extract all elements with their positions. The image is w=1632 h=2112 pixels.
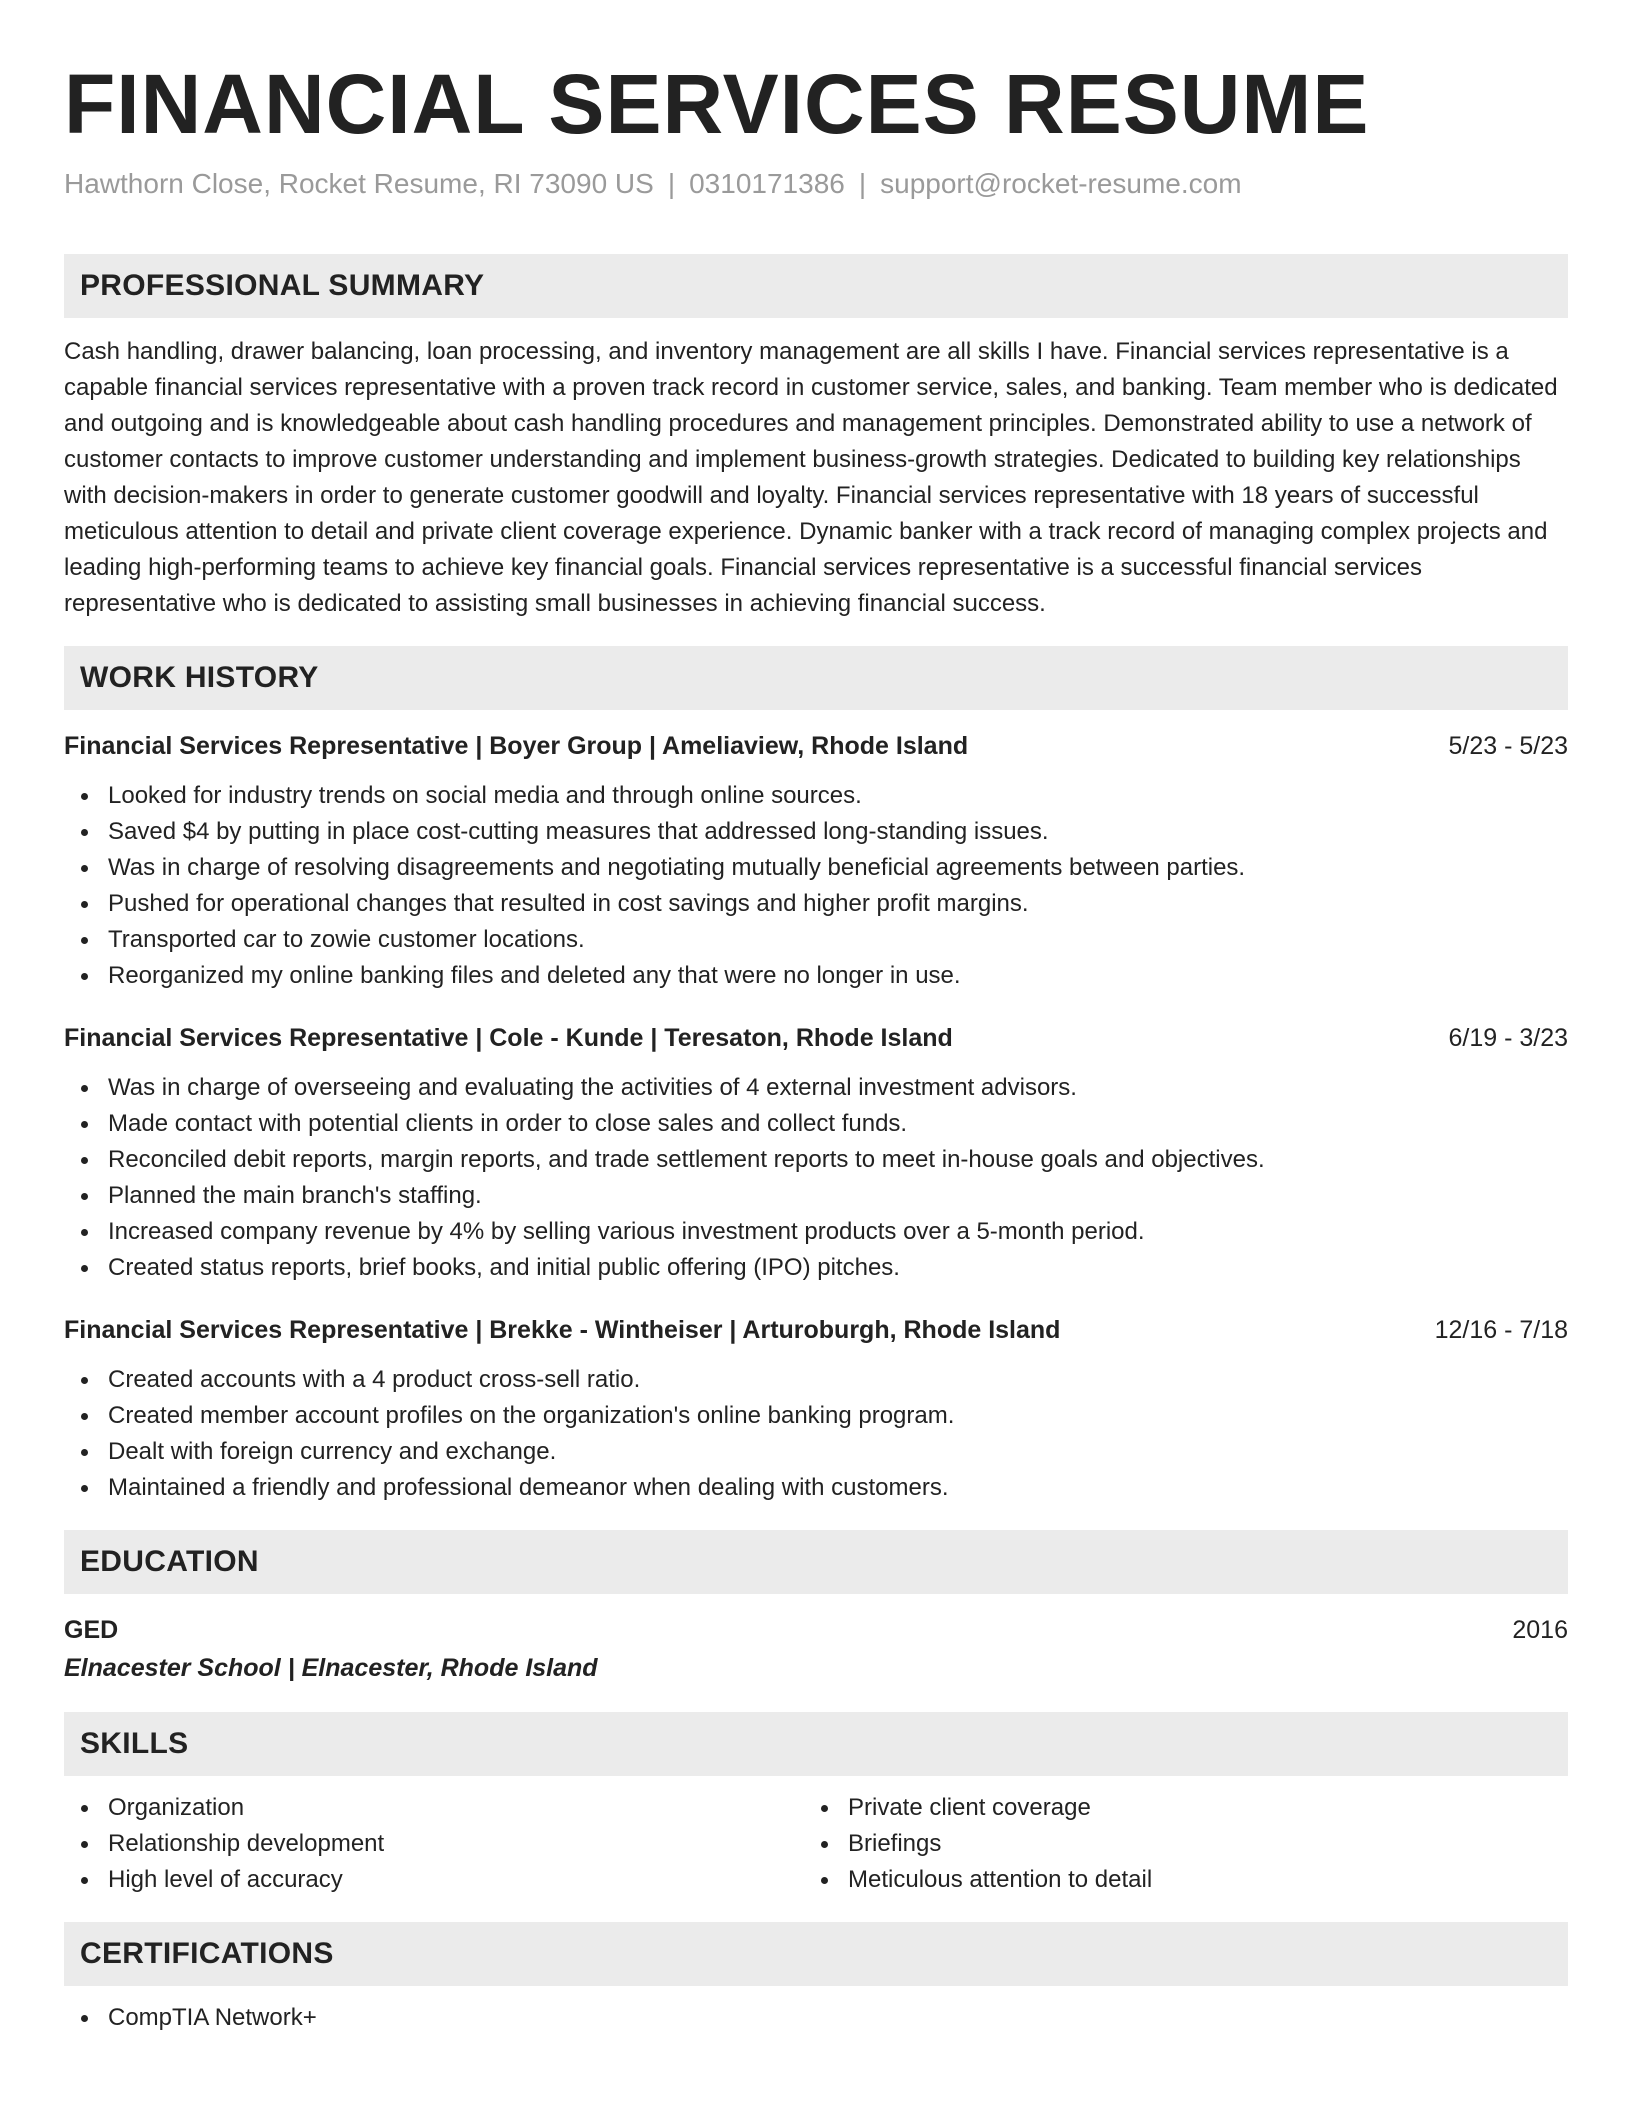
job-dates: 12/16 - 7/18 [1434, 1316, 1568, 1344]
list-item: Relationship development [64, 1826, 804, 1862]
summary-text: Cash handling, drawer balancing, loan processing, and inventory management are all skills I have. Financial services representative is a capable financial services representative with a proven track record in customer service, sales, and banking. Team member who is dedicated and outgoing and is knowledgeable about cash handling procedures and management principles. Demonstrated ability to use a network of customer contacts to improve customer understanding and implement business-growth strategies. Dedicated to building key relationships with decision-makers in order to generate customer goodwill and loyalty. Financial services representative with 18 years of successful meticulous attention to detail and private client coverage experience. Dynamic banker with a track record of managing complex projects and leading high-performing teams to achieve key financial goals. Financial services representative is a successful financial services representative who is dedicated to assisting small businesses in achieving financial success. [64, 338, 1558, 617]
job-header [64, 1020, 1568, 1056]
contact-separator: | [667, 168, 676, 199]
list-item: Briefings [804, 1826, 1544, 1862]
section-heading-skills: SKILLS [64, 1712, 1568, 1776]
list-item: Increased company revenue by 4% by selling various investment products over a 5-month period. [64, 1214, 1568, 1250]
list-item: Created status reports, brief books, and initial public offering (IPO) pitches. [64, 1250, 1568, 1286]
list-item: Reconciled debit reports, margin reports, and trade settlement reports to meet in-house goals and objectives. [64, 1142, 1568, 1178]
list-item: Made contact with potential clients in order to close sales and collect funds. [64, 1106, 1568, 1142]
education-header [64, 1612, 1568, 1648]
job-title: Financial Services Representative | Boyer Group | Ameliaview, Rhode Island [64, 732, 969, 760]
contact-phone: 0310171386 [689, 168, 845, 199]
list-item: Transported car to zowie customer locations. [64, 922, 1568, 958]
education-entry [64, 1612, 1568, 1688]
contact-separator: | [858, 168, 867, 199]
list-item: Was in charge of resolving disagreements and negotiating mutually beneficial agreements between parties. [64, 850, 1568, 886]
job-title: Financial Services Representative | Cole - Kunde | Teresaton, Rhode Island [64, 1024, 953, 1052]
section-heading-certifications: CERTIFICATIONS [64, 1922, 1568, 1986]
list-item: Maintained a friendly and professional demeanor when dealing with customers. [64, 1470, 1568, 1506]
section-heading-education: EDUCATION [64, 1530, 1568, 1594]
skills-column-left [64, 1790, 804, 1898]
section-heading-summary: PROFESSIONAL SUMMARY [64, 254, 1568, 318]
list-item: Organization [64, 1790, 804, 1826]
list-item: Looked for industry trends on social media and through online sources. [64, 778, 1568, 814]
job-bullets [64, 1070, 1568, 1286]
education-year: 2016 [1512, 1616, 1568, 1644]
job-entry [64, 1312, 1568, 1506]
job-bullets [64, 1362, 1568, 1506]
contact-address: Hawthorn Close, Rocket Resume, RI 73090 US [64, 168, 654, 199]
job-entry [64, 728, 1568, 994]
skills-column-right [804, 1790, 1544, 1898]
resume-title: FINANCIAL SERVICES RESUME [64, 57, 1370, 151]
list-item: Dealt with foreign currency and exchange. [64, 1434, 1568, 1470]
job-dates: 6/19 - 3/23 [1448, 1024, 1568, 1052]
education-school: Elnacester School | Elnacester, Rhode Island [64, 1654, 598, 1682]
certifications-bullets [64, 2000, 1568, 2036]
contact-line [64, 166, 1568, 202]
skills-list [64, 1790, 1568, 1898]
job-bullets [64, 778, 1568, 994]
list-item: Saved $4 by putting in place cost-cutting measures that addressed long-standing issues. [64, 814, 1568, 850]
list-item: Was in charge of overseeing and evaluating the activities of 4 external investment advisors. [64, 1070, 1568, 1106]
list-item: Created member account profiles on the organization's online banking program. [64, 1398, 1568, 1434]
job-entry [64, 1020, 1568, 1286]
job-title: Financial Services Representative | Brekke - Wintheiser | Arturoburgh, Rhode Island [64, 1316, 1061, 1344]
list-item: Reorganized my online banking files and deleted any that were no longer in use. [64, 958, 1568, 994]
job-dates: 5/23 - 5/23 [1448, 732, 1568, 760]
list-item: Created accounts with a 4 product cross-sell ratio. [64, 1362, 1568, 1398]
job-header [64, 1312, 1568, 1348]
list-item: Pushed for operational changes that resulted in cost savings and higher profit margins. [64, 886, 1568, 922]
job-header [64, 728, 1568, 764]
list-item: CompTIA Network+ [64, 2000, 1568, 2036]
list-item: Planned the main branch's staffing. [64, 1178, 1568, 1214]
contact-email: support@rocket-resume.com [880, 168, 1242, 199]
list-item: Meticulous attention to detail [804, 1862, 1544, 1898]
list-item: High level of accuracy [64, 1862, 804, 1898]
section-heading-work-history: WORK HISTORY [64, 646, 1568, 710]
certifications-list [64, 2000, 1568, 2036]
list-item: Private client coverage [804, 1790, 1544, 1826]
education-degree: GED [64, 1616, 119, 1644]
